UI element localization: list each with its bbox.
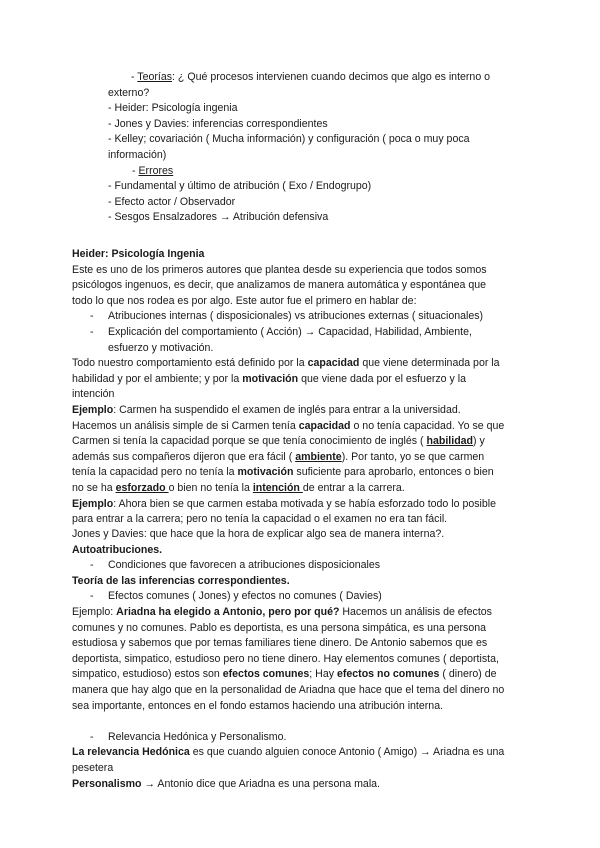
bold-efectos-no-comunes: efectos no comunes: [336, 668, 440, 681]
list-item-actor: - Efecto actor / Observador: [108, 195, 236, 208]
jones-example-l1: [72, 605, 524, 621]
jones-example-l7: sea importante, entonces en el fondo estamos haciendo una atribución interna.: [72, 699, 444, 712]
heider-bullet-1: [72, 309, 524, 325]
theories-list: [72, 70, 524, 226]
autoatribuciones-heading: Autoatribuciones.: [72, 543, 163, 556]
list-item-kelley: - Kelley; covariación ( Mucha información) y configuración ( poca o muy poca: [108, 133, 470, 146]
bold-question: Ariadna ha elegido a Antonio, pero por qué?: [116, 605, 340, 618]
example1-l4: [72, 450, 524, 466]
spacer: [72, 714, 524, 730]
jones-intro: Jones y Davies: que hace que la hora de explicar algo sea de manera interna?.: [72, 528, 445, 540]
text: : Carmen ha suspendido el examen de inglés para entrar a la universidad.: [113, 403, 461, 416]
theories-question-cont: externo?: [108, 86, 150, 99]
list-item-fundamental: - Fundamental y último de atribución ( Exo / Endogrupo): [108, 180, 372, 193]
bullet-text: Relevancia Hedónica y Personalismo.: [108, 730, 287, 743]
dash: -: [90, 730, 94, 743]
bold-intencion: intención: [252, 481, 303, 494]
heider-intro-3: todo lo que nos rodea es por algo. Este autor fue el primero en hablar de:: [72, 294, 417, 307]
text: no se ha: [72, 481, 116, 494]
text: de entrar a la carrera.: [302, 481, 405, 494]
heider-intro-2: psicólogos ingenuos, es decir, que analizamos de manera automática y espontánea que: [72, 279, 487, 292]
text: Todo nuestro comportamiento está definido por la: [72, 357, 308, 370]
text: ) y: [473, 435, 485, 448]
text: o bien no tenía la: [168, 481, 253, 494]
text: → Antonio dice que Ariadna es una persona mala.: [141, 777, 381, 790]
jones-example-l4: deportista, simpatico, estudioso pero no tiene dinero. Hay elementos comunes ( deportista,: [72, 652, 499, 665]
bullet-text: Efectos comunes ( Jones) y efectos no comunes ( Davies): [108, 590, 382, 603]
example1-l2: [72, 419, 524, 435]
text: Hacemos un análisis simple de si Carmen tenía: [72, 419, 299, 432]
text: Carmen si tenía la capacidad porque se que tenía conocimiento de inglés (: [72, 435, 427, 448]
text: que viene determinada por la: [359, 357, 500, 370]
example2-l1: [72, 497, 524, 513]
theories-label: Teorías: [137, 71, 173, 83]
example1-l6: [72, 481, 524, 497]
dash: -: [90, 310, 94, 323]
bold-efectos-comunes: efectos comunes: [222, 668, 310, 681]
bold-ambiente: ambiente: [295, 450, 342, 463]
heider-bullet-2: [72, 325, 524, 341]
example1-l5: [72, 465, 524, 481]
relevancia-cont: pesetera: [72, 761, 114, 774]
list-item-heider: - Heider: Psicología ingenia: [108, 102, 238, 115]
heider-section: [72, 247, 524, 528]
theories-line: [72, 70, 524, 86]
example1-l3: [72, 434, 524, 450]
example1-l1: [72, 403, 524, 419]
errors-line: [72, 164, 524, 180]
dash: -: [131, 71, 135, 83]
bold-esforzado: esforzado: [115, 481, 169, 494]
list-item-jones: - Jones y Davies: inferencias correspondientes: [108, 117, 328, 130]
dash: -: [90, 590, 94, 603]
bold-personalismo: Personalismo: [72, 777, 142, 790]
bold-habilidad: habilidad: [426, 435, 474, 448]
jones-section: [72, 527, 524, 792]
bold-capacidad: capacidad: [298, 419, 351, 432]
text: que viene dada por el esfuerzo y la: [298, 372, 466, 385]
relevancia-line: [72, 745, 524, 761]
bullet-text: Atribuciones internas ( disposicionales) vs atribuciones externas ( situacionales): [108, 310, 484, 323]
jones-example-l3: estudiosa y sabemos que por temas familiares tiene dinero. De Antonio sabemos que es: [72, 637, 488, 650]
text: ; Hay: [309, 668, 337, 681]
teoria-bullet: [72, 589, 524, 605]
text: es que cuando alguien conoce Antonio ( Amigo) → Ariadna es una: [189, 746, 505, 759]
theories-question: : ¿ Qué procesos intervienen cuando decimos que algo es interno o: [172, 71, 491, 83]
text: suficiente para aprobarlo, entonces o bien: [293, 466, 494, 479]
heider-bullet-2-cont: esfuerzo y motivación.: [108, 341, 214, 354]
bold-relevancia: La relevancia Hedónica: [72, 746, 190, 759]
teoria-heading: Teoría de las inferencias correspondientes.: [72, 574, 290, 587]
errors-label: Errores: [138, 164, 174, 177]
relevancia-bullet: [72, 730, 524, 746]
dash: -: [90, 559, 94, 572]
text: además sus compañeros dijeron que era fácil (: [72, 450, 296, 463]
text: ( dinero) de: [439, 668, 497, 681]
dash: -: [132, 164, 136, 177]
list-item-sesgos: - Sesgos Ensalzadores → Atribución defensiva: [108, 211, 329, 224]
text: : Ahora bien se que carmen estaba motivada y se había esforzado todo lo posible: [113, 497, 497, 510]
example-label: Ejemplo: [72, 497, 114, 510]
heider-p1-l3: intención: [72, 388, 115, 401]
bold-motivacion: motivación: [242, 372, 299, 385]
auto-bullet: [72, 558, 524, 574]
heider-heading: Heider: Psicología Ingenia: [72, 248, 205, 260]
jones-example-l6: manera que hay algo que en la personalidad de Ariadna que hace que el tema del dinero no: [72, 683, 505, 696]
text: Ejemplo:: [72, 605, 117, 618]
bold-motivacion: motivación: [237, 466, 294, 479]
text: ). Por tanto, yo se que carmen: [341, 450, 485, 463]
text: habilidad y por el ambiente; y por la: [72, 372, 243, 385]
text: o no tenía capacidad. Yo se que: [350, 419, 505, 432]
text: Hacemos un análisis de efectos: [339, 605, 492, 618]
dash: -: [90, 325, 94, 338]
heider-p1-l1: [72, 356, 524, 372]
bullet-text: Explicación del comportamiento ( Acción) → Capacidad, Habilidad, Ambiente,: [108, 325, 472, 338]
heider-p1-l2: [72, 372, 524, 388]
list-item-kelley-cont: información): [108, 148, 167, 161]
text: tenía la capacidad pero no tenía la: [72, 466, 238, 479]
jones-example-l2: comunes y no comunes. Pablo es deportista, es una persona simpática, es una persona: [72, 621, 486, 634]
example2-l2: para entrar a la carrera; pero no tenía la capacidad o el examen no era tan fácil.: [72, 513, 448, 526]
bullet-text: Condiciones que favorecen a atribuciones disposicionales: [108, 559, 381, 572]
jones-example-l5: [72, 667, 524, 683]
bold-capacidad: capacidad: [307, 357, 360, 370]
personalismo-line: [72, 777, 524, 793]
text: simpatico, estudioso) estos son: [72, 668, 223, 681]
example-label: Ejemplo: [72, 403, 114, 416]
heider-intro-1: Este es uno de los primeros autores que plantea desde su experiencia que todos somos: [72, 263, 487, 276]
